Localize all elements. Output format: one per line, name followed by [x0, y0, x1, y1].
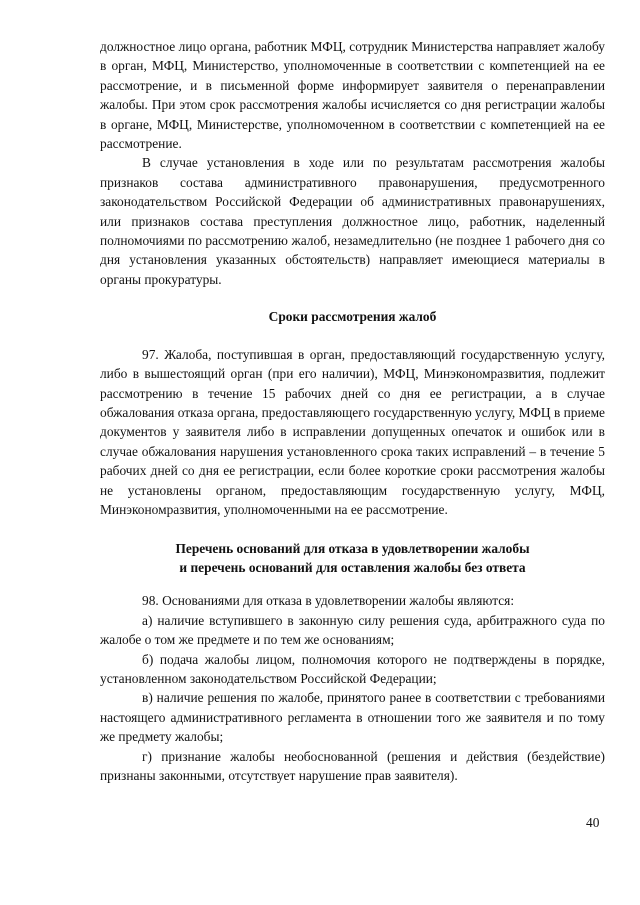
- list-item-a: а) наличие вступившего в законную силу решения суда, арбитражного суда по жалобе о том же предмете и по тем же основаниям;: [100, 612, 605, 648]
- paragraph-continued: должностное лицо органа, работник МФЦ, сотрудник Министерства направляет жалобу в орган, МФЦ, Министерство, уполномоченные в соответствии с компетенцией на ее рассмотрение, и в письменной форме информирует заявителя о перенаправлении жалобы. При этом срок рассмотрения жалобы исчисляется со дня регистрации жалобы в органе, МФЦ, Министерстве, уполномоченном в соответствии с компетенцией на ее рассмотрение.: [100, 39, 605, 152]
- document-page: [100, 37, 605, 785]
- section-heading-refusal-grounds: [100, 539, 605, 577]
- section-heading-line-1: Перечень оснований для отказа в удовлетворении жалобы: [175, 541, 530, 557]
- list-item-v: в) наличие решения по жалобе, принятого ранее в соответствии с требованиями настоящего административного регламента в отношении того же заявителя и по тому же предмету жалобы;: [100, 690, 605, 745]
- section-heading-line-2: и перечень оснований для оставления жалобы без ответа: [179, 560, 526, 576]
- page-number: 40: [586, 815, 600, 830]
- list-item-g: г) признание жалобы необоснованной (решения и действия (бездействие) признаны законными, отсутствует нарушение прав заявителя).: [100, 748, 605, 783]
- paragraph-98-intro: 98. Основаниями для отказа в удовлетворении жалобы являются:: [142, 593, 515, 609]
- paragraph-97: 97. Жалоба, поступившая в орган, предоставляющий государственную услугу, либо в вышестоящий орган (при его наличии), МФЦ, Минэкономразвития, подлежит рассмотрению в течение 15 рабочих дней со дня ее регистрации, а в случае обжалования отказа органа, предоставляющего государственную услугу, МФЦ в приеме документов у заявителя либо в исправлении допущенных опечаток и ошибок или в случае обжалования нарушения установленного срока таких исправлений – в течение 5 рабочих дней со дня ее регистрации, если более короткие сроки рассмотрения жалобы не установлены органом, предоставляющим государственную услугу, МФЦ, Минэкономразвития, уполномоченными на ее рассмотрение.: [100, 346, 606, 517]
- list-item-b: б) подача жалобы лицом, полномочия которого не подтверждены в порядке, установленном законодательством Российской Федерации;: [100, 651, 605, 686]
- section-heading-review-terms: Сроки рассмотрения жалоб: [268, 309, 437, 325]
- paragraph-violation-report: В случае установления в ходе или по результатам рассмотрения жалобы признаков состава административного правонарушения, предусмотренного законодательством Российской Федерации об административных правонарушениях, или признаков состава преступления должностное лицо, работник, наделенный полномочиями по рассмотрению жалоб, незамедлительно (не позднее 1 рабочего дня со дня установления указанных обстоятельств) направляет имеющиеся материалы в органы прокуратуры.: [100, 155, 605, 287]
